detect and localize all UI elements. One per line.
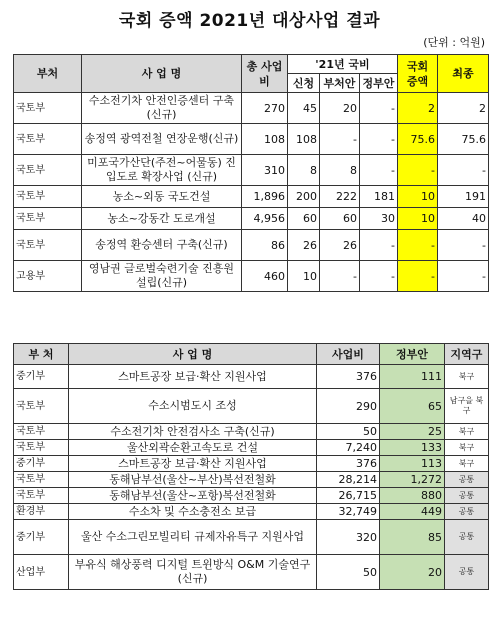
apply-cell: 108: [288, 124, 320, 155]
gov-cell: -: [360, 155, 398, 186]
project-cell: 영남권 글로벌숙련기술 진흥원 설립(신규): [82, 261, 242, 292]
gov-cell: -: [360, 93, 398, 124]
budget-cell: 376: [317, 456, 380, 472]
final-cell: 2: [438, 93, 489, 124]
region-cell: 남구을 북구: [445, 389, 489, 424]
project-cell: 스마트공장 보급·확산 지원사업: [69, 456, 317, 472]
budget-cell: 26,715: [317, 488, 380, 504]
dept-cell: 국토부: [14, 424, 69, 440]
gov-cell: -: [360, 124, 398, 155]
table-row: [14, 230, 489, 261]
table-row: [14, 365, 489, 389]
dept-cell: 중기부: [14, 365, 69, 389]
apply-cell: 60: [288, 208, 320, 230]
project-cell: 울산 수소그린모빌리티 규제자유특구 지원사업: [69, 520, 317, 555]
project-cell: 농소~강동간 도로개설: [82, 208, 242, 230]
header-dept: 부처: [14, 55, 82, 93]
apply-cell: 8: [288, 155, 320, 186]
final-cell: -: [438, 230, 489, 261]
assembly-cell: 10: [398, 186, 438, 208]
increase-table: [13, 54, 489, 292]
header2-project: 사 업 명: [69, 344, 317, 365]
region-cell: 공통: [445, 555, 489, 590]
table-row: [14, 155, 489, 186]
total-cell: 1,896: [242, 186, 288, 208]
table-row: [14, 456, 489, 472]
gov-cell: 1,272: [380, 472, 445, 488]
table-row: [14, 124, 489, 155]
assembly-cell: 75.6: [398, 124, 438, 155]
total-cell: 86: [242, 230, 288, 261]
total-cell: 108: [242, 124, 288, 155]
project-cell: 부유식 해상풍력 디지털 트윈방식 O&M 기술연구(신규): [69, 555, 317, 590]
gov-cell: 449: [380, 504, 445, 520]
table-row: [14, 186, 489, 208]
unit-label: (단위 : 억원): [423, 36, 485, 49]
dept-cell: 국토부: [14, 389, 69, 424]
dept-cell: 국토부: [14, 93, 82, 124]
dept-cell: 국토부: [14, 440, 69, 456]
table-row: [14, 520, 489, 555]
project-cell: 송정역 광역전철 연장운행(신규): [82, 124, 242, 155]
final-cell: 191: [438, 186, 489, 208]
header-apply: 신청: [288, 74, 320, 93]
total-cell: 270: [242, 93, 288, 124]
gov-cell: -: [360, 230, 398, 261]
dept-cell: 산업부: [14, 555, 69, 590]
final-cell: 40: [438, 208, 489, 230]
project-cell: 수소차 및 수소충전소 보급: [69, 504, 317, 520]
region-cell: 북구: [445, 424, 489, 440]
project-cell: 동해남부선(울산~포항)복선전철화: [69, 488, 317, 504]
gov-cell: 880: [380, 488, 445, 504]
project-cell: 수소전기차 안전인증센터 구축(신규): [82, 93, 242, 124]
project-cell: 수소전기차 안전검사소 구축(신규): [69, 424, 317, 440]
header-project: 사 업 명: [82, 55, 242, 93]
table-row: [14, 472, 489, 488]
apply-cell: 10: [288, 261, 320, 292]
table-row: [14, 261, 489, 292]
apply-cell: 45: [288, 93, 320, 124]
region-cell: 북구: [445, 365, 489, 389]
ministry-cell: 222: [320, 186, 360, 208]
header-gov: 정부안: [360, 74, 398, 93]
table-row: [14, 424, 489, 440]
ministry-cell: -: [320, 124, 360, 155]
region-cell: 북구: [445, 456, 489, 472]
government-table: [13, 343, 489, 590]
total-cell: 310: [242, 155, 288, 186]
gov-cell: -: [360, 261, 398, 292]
gov-cell: 181: [360, 186, 398, 208]
budget-cell: 28,214: [317, 472, 380, 488]
project-cell: 송정역 환승센터 구축(신규): [82, 230, 242, 261]
budget-cell: 320: [317, 520, 380, 555]
project-cell: 농소~외동 국도건설: [82, 186, 242, 208]
dept-cell: 중기부: [14, 456, 69, 472]
assembly-cell: -: [398, 261, 438, 292]
table-row: [14, 389, 489, 424]
ministry-cell: 26: [320, 230, 360, 261]
budget-cell: 50: [317, 555, 380, 590]
project-cell: 울산외곽순환고속도로 건설: [69, 440, 317, 456]
dept-cell: 환경부: [14, 504, 69, 520]
project-cell: 수소시범도시 조성: [69, 389, 317, 424]
table-row: [14, 555, 489, 590]
region-cell: 공통: [445, 520, 489, 555]
dept-cell: 국토부: [14, 488, 69, 504]
assembly-cell: 10: [398, 208, 438, 230]
dept-cell: 국토부: [14, 186, 82, 208]
table-row: [14, 93, 489, 124]
header2-region: 지역구: [445, 344, 489, 365]
budget-cell: 50: [317, 424, 380, 440]
header-assembly: 국회 증액: [398, 55, 438, 93]
budget-cell: 7,240: [317, 440, 380, 456]
final-cell: -: [438, 261, 489, 292]
final-cell: -: [438, 155, 489, 186]
gov-cell: 20: [380, 555, 445, 590]
ministry-cell: 60: [320, 208, 360, 230]
project-cell: 동해남부선(울산~부산)복선전철화: [69, 472, 317, 488]
dept-cell: 국토부: [14, 230, 82, 261]
header2-dept: 부 처: [14, 344, 69, 365]
ministry-cell: 20: [320, 93, 360, 124]
gov-cell: 85: [380, 520, 445, 555]
budget-cell: 32,749: [317, 504, 380, 520]
total-cell: 4,956: [242, 208, 288, 230]
dept-cell: 고용부: [14, 261, 82, 292]
region-cell: 공통: [445, 472, 489, 488]
page-title: 국회 증액 2021년 대상사업 결과: [118, 11, 381, 31]
gov-cell: 65: [380, 389, 445, 424]
dept-cell: 국토부: [14, 472, 69, 488]
region-cell: 북구: [445, 440, 489, 456]
header-ministry: 부처안: [320, 74, 360, 93]
gov-cell: 113: [380, 456, 445, 472]
header-group: '21년 국비: [288, 55, 398, 74]
table-row: [14, 504, 489, 520]
ministry-cell: -: [320, 261, 360, 292]
apply-cell: 200: [288, 186, 320, 208]
ministry-cell: 8: [320, 155, 360, 186]
table-row: [14, 208, 489, 230]
dept-cell: 국토부: [14, 155, 82, 186]
gov-cell: 133: [380, 440, 445, 456]
region-cell: 공통: [445, 504, 489, 520]
final-cell: 75.6: [438, 124, 489, 155]
assembly-cell: 2: [398, 93, 438, 124]
total-cell: 460: [242, 261, 288, 292]
project-cell: 스마트공장 보급·확산 지원사업: [69, 365, 317, 389]
apply-cell: 26: [288, 230, 320, 261]
dept-cell: 중기부: [14, 520, 69, 555]
budget-cell: 376: [317, 365, 380, 389]
header-final: 최종: [438, 55, 489, 93]
budget-cell: 290: [317, 389, 380, 424]
project-cell: 미포국가산단(주전~어물동) 진입도로 확장사업 (신규): [82, 155, 242, 186]
gov-cell: 111: [380, 365, 445, 389]
assembly-cell: -: [398, 230, 438, 261]
assembly-cell: -: [398, 155, 438, 186]
gov-cell: 25: [380, 424, 445, 440]
header-total: 총 사업비: [242, 55, 288, 93]
gov-cell: 30: [360, 208, 398, 230]
header2-gov: 정부안: [380, 344, 445, 365]
dept-cell: 국토부: [14, 124, 82, 155]
table-row: [14, 440, 489, 456]
dept-cell: 국토부: [14, 208, 82, 230]
region-cell: 공통: [445, 488, 489, 504]
table-row: [14, 488, 489, 504]
header2-budget: 사업비: [317, 344, 380, 365]
